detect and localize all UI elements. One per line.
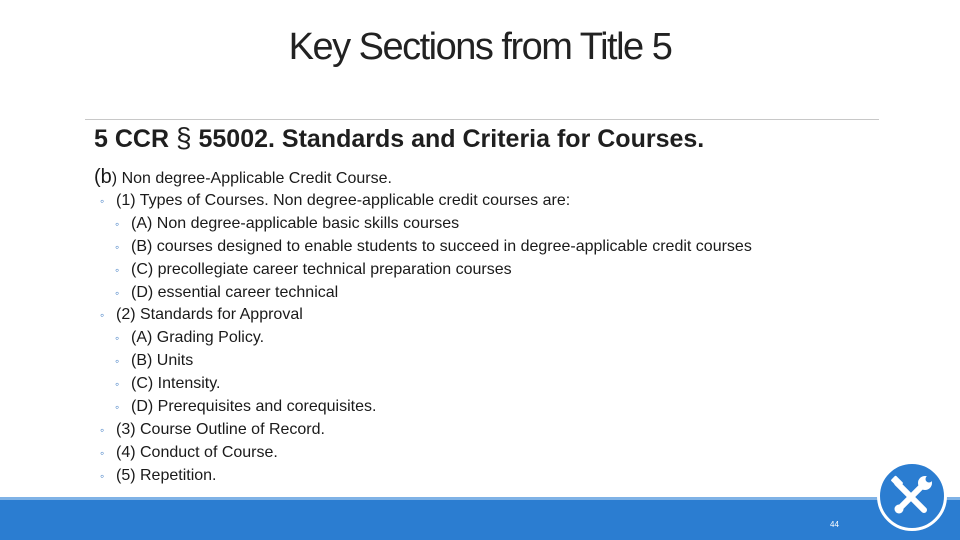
- sub-list: [100, 213, 752, 305]
- sub-item: [100, 373, 752, 396]
- tools-badge: [877, 461, 947, 531]
- sub-item: [100, 213, 752, 236]
- outline-item-text: (2) Standards for Approval: [116, 306, 303, 324]
- slide-title: Key Sections from Title 5: [288, 26, 672, 68]
- lead-letter: (b: [94, 166, 112, 188]
- bullet-icon: ◦: [100, 308, 105, 323]
- section-heading: [94, 122, 704, 154]
- outline-item: [100, 419, 752, 442]
- bullet-icon: ◦: [115, 354, 120, 369]
- bullet-icon: ◦: [100, 194, 105, 208]
- sub-item: [100, 396, 752, 419]
- sub-item-line: [100, 327, 752, 350]
- sub-item-text: (B) courses designed to enable students to succeed in degree-applicable credit courses: [131, 237, 752, 255]
- sub-item: [100, 236, 752, 259]
- bullet-icon: ◦: [115, 239, 120, 254]
- sub-item-text: (A) Grading Policy.: [131, 329, 265, 347]
- bullet-icon: ◦: [100, 422, 105, 437]
- sub-item: [100, 350, 752, 373]
- outline-item-line: [100, 465, 752, 488]
- outline-item-text: (1) Types of Courses. Non degree-applicable credit courses are:: [116, 192, 571, 209]
- outline-item: [100, 304, 752, 418]
- bullet-icon: ◦: [115, 262, 120, 277]
- sub-item: [100, 327, 752, 350]
- sub-list: [100, 327, 752, 419]
- sub-item-line: [100, 350, 752, 373]
- outline-item-line: [100, 304, 752, 327]
- bullet-icon: ◦: [115, 216, 120, 231]
- sub-item-text: (D) essential career technical: [131, 283, 339, 301]
- outline-item-text: (4) Conduct of Course.: [116, 443, 278, 461]
- sub-item-line: [100, 373, 752, 396]
- heading-rest: 55002. Standards and Criteria for Courses.: [191, 125, 705, 153]
- title-divider: [85, 119, 879, 120]
- outline-item: [100, 190, 752, 304]
- sub-item: [100, 259, 752, 282]
- sub-item-text: (C) Intensity.: [131, 375, 221, 393]
- bullet-icon: ◦: [115, 377, 120, 392]
- bullet-icon: ◦: [100, 468, 105, 483]
- outline-item: [100, 442, 752, 465]
- outline-list: [100, 190, 752, 488]
- sub-item-line: [100, 236, 752, 259]
- section-sign: §: [175, 122, 192, 153]
- tools-icon: [880, 464, 944, 528]
- lead-line: [94, 166, 392, 189]
- bullet-icon: ◦: [115, 285, 120, 300]
- lead-text: ) Non degree-Applicable Credit Course.: [111, 170, 392, 187]
- bullet-icon: ◦: [115, 400, 120, 415]
- page-number: 44: [830, 520, 839, 529]
- footer-bar: [0, 500, 960, 540]
- outline-item-line: [100, 419, 752, 442]
- sub-item-line: [100, 282, 752, 305]
- bullet-icon: ◦: [100, 445, 105, 460]
- sub-item: [100, 282, 752, 305]
- sub-item-text: (C) precollegiate career technical preparation courses: [131, 260, 512, 278]
- outline-item: [100, 465, 752, 488]
- sub-item-line: [100, 396, 752, 419]
- outline-item-text: (5) Repetition.: [116, 466, 217, 484]
- sub-item-text: (B) Units: [131, 352, 194, 370]
- sub-item-text: (D) Prerequisites and corequisites.: [131, 398, 377, 416]
- outline-item-text: (3) Course Outline of Record.: [116, 420, 325, 438]
- bullet-icon: ◦: [115, 331, 120, 346]
- sub-item-line: [100, 213, 752, 236]
- sub-item-text: (A) Non degree-applicable basic skills courses: [131, 214, 460, 232]
- sub-item-line: [100, 259, 752, 282]
- outline-item-line: [100, 442, 752, 465]
- outline-item-line: [100, 190, 752, 213]
- heading-prefix: 5 CCR: [94, 125, 176, 153]
